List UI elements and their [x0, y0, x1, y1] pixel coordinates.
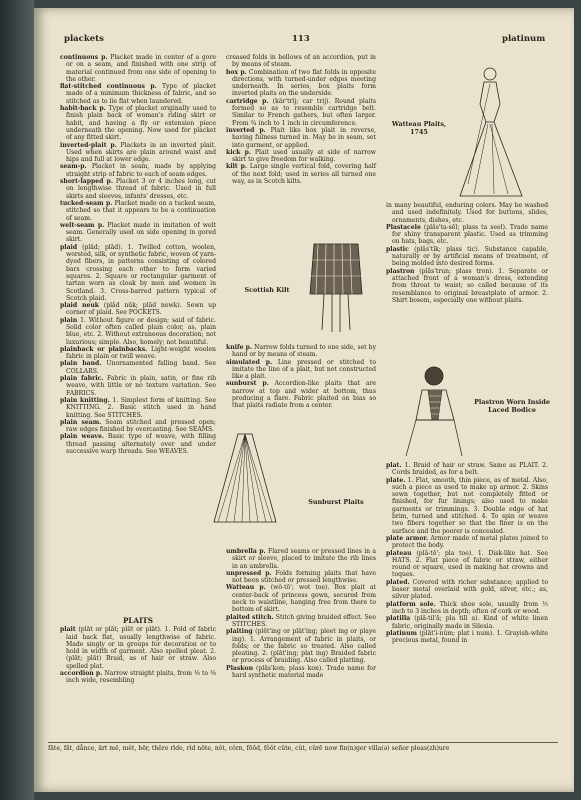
caption-scottish-kilt: Scottish Kilt: [244, 286, 290, 294]
entry-headword: plait: [60, 626, 76, 634]
entry-definition: (plăs'tĭk; plass tic). Substance capable, naturally or by artificial means of treatment, of being molded into desired forms.: [392, 245, 548, 268]
column-2-bottom: [226, 548, 376, 679]
entry-definition: Plait used usually at side of narrow skirt to give freedom for walking.: [232, 148, 376, 164]
entry-headword: inverted p.: [226, 126, 266, 134]
entry-definition: Narrow folds turned to one side, set by hand or by means of steam.: [232, 344, 377, 359]
dictionary-entry: [386, 579, 548, 601]
entry-definition: Narrow straight plaits, from ⅛ to ⅜ inch wide, resembling: [66, 670, 216, 685]
entry-headword: plastic: [386, 245, 409, 253]
running-head-right: platinum: [502, 34, 546, 44]
entry-headword: plain knitting.: [60, 396, 110, 404]
dictionary-entry: [60, 317, 216, 346]
dictionary-entry: [226, 380, 376, 409]
entry-definition: Line pressed or stitched to imitate the line of a plait, but not constructed like a plait.: [232, 358, 376, 381]
entry-definition: Placket made on a tucked seam, stitched so that it appears to be a continuation of seam.: [66, 199, 216, 222]
entry-definition: (kär'trĭj; car trij). Round plaits formed so as to resemble cartridge belt. Similar to French gathers, but often larger. From ¾ inch to 1 inch in circumference.: [232, 97, 376, 127]
entry-definition: Plait like box plait in reverse, having fulness turned in. May be in seam, set into garment, or applied.: [232, 126, 376, 149]
dictionary-entry: [60, 244, 216, 302]
entry-definition: (plăt'ĭ-nŭm; plat i num). 1. Grayish-white precious metal, found in: [392, 629, 549, 645]
entry-definition: in many beautiful, enduring colors. May be washed and used indefinitely. Used for buttons, slides, ornaments, dishes, etc.: [386, 202, 548, 224]
dictionary-entry: [226, 665, 376, 680]
dictionary-entry: [386, 630, 548, 645]
dictionary-entry: [226, 548, 376, 570]
dictionary-entry: [386, 462, 548, 477]
entry-headword: plateau: [386, 549, 412, 557]
section-title-plaits: PLAITS: [123, 616, 153, 625]
entry-headword: plaiting: [226, 628, 253, 636]
entry-headword: habit-back p.: [60, 105, 106, 113]
dictionary-entry: [386, 535, 548, 550]
dictionary-entry: [386, 268, 548, 304]
entry-definition: Combination of two flat folds in opposite directions, with turned-under edges meeting underneath. In series, box plaits form inverted plaits on the underside.: [232, 68, 376, 98]
plastron-bodice-illustration: [396, 360, 466, 460]
dictionary-entry: [60, 346, 216, 361]
entry-headword: flat-stitched continuous p.: [60, 83, 157, 91]
dictionary-entry: [386, 601, 548, 616]
entry-headword: cartridge p.: [226, 97, 269, 105]
watteau-gown-illustration: [448, 64, 528, 204]
scottish-kilt-illustration: [306, 240, 366, 340]
entry-headword: platinum: [386, 629, 417, 637]
dictionary-entry: [60, 200, 216, 222]
entry-headword: accordion p.: [60, 670, 103, 678]
entry-definition: creased folds in bellows of an accordion, put in by means of steam.: [226, 54, 376, 69]
dictionary-entry: [60, 360, 216, 375]
dictionary-entry: [60, 670, 216, 685]
sunburst-plaits-illustration: [210, 430, 280, 530]
entry-definition: Plackets in an inverted plait. Used when skirts are plain around waist and hips and full at lower edge.: [66, 141, 217, 164]
caption-sunburst-plaits: Sunburst Plaits: [308, 498, 364, 506]
dictionary-entry: [386, 550, 548, 579]
entry-definition: Placket 3 or 4 inches long, cut on lengthwise thread of fabric. Used in full skirts and sleeves, infants' dresses, etc.: [66, 178, 216, 200]
entry-definition: Type of placket made of a minimum thickness of fabric, and so stitched as to lie flat when laundered.: [66, 83, 216, 105]
dictionary-entry: [226, 614, 376, 629]
entry-definition: (plēt'ing or plāt'ing; pleet ing or playe ing). 1. Arrangement of fabric in plaits, or folds; or the fabric so treated. Also called pleating. 2. (plāt'ing; plat ing) Braided fabric or process of braiding. Also called platting.: [232, 628, 376, 665]
dictionary-entry: [60, 626, 216, 670]
entry-headword: umbrella p.: [226, 548, 266, 555]
dictionary-entry: [226, 98, 376, 127]
dictionary-entry: [386, 477, 548, 535]
entry-headword: short-lapped p.: [60, 178, 113, 186]
dictionary-entry: [386, 202, 548, 224]
dictionary-entry: [226, 344, 376, 359]
dictionary-entry: [60, 163, 216, 178]
column-3-bottom: [386, 462, 548, 644]
dictionary-entry: [386, 615, 548, 630]
entry-definition: Placket made in center of a gore or on a seam, and finished with one strip of material continued from one side of opening to the other.: [66, 54, 216, 83]
dictionary-entry: [226, 69, 376, 98]
entry-definition: (plăs'kon; plass kon). Trade name for hard synthetic material made: [232, 664, 377, 680]
dictionary-entry: [226, 628, 376, 664]
caption-plastron: Plastron Worn Inside Laced Bodice: [474, 398, 550, 414]
entry-headword: plat.: [386, 462, 402, 469]
entry-headword: Plastacele: [386, 223, 421, 231]
entry-headword: plainback or plainbacks.: [60, 345, 148, 353]
pronunciation-key: fāte, făt, dånce, ärt mē, mĕt, hēr, thēre rīde, rĭd nōte, nŏt, côrn, fōōd, fŏŏt cūte, cŭt, cûrē now fin(n)ger villa(ə) señor pleas(zh)ure: [48, 742, 558, 752]
dictionary-entry: [226, 149, 376, 164]
entry-definition: Basic type of weave, with filling thread passing alternately over and under successive warp threads. See WEAVES.: [66, 433, 216, 456]
dictionary-entry: [60, 54, 216, 83]
entry-definition: Fabric in plain, satin, or fine rib weave, with little or no texture variation. See FABRICS.: [66, 375, 216, 397]
entry-definition: Folds forming plaits that have not been stitched or pressed lengthwise.: [232, 569, 377, 585]
dictionary-entry: [60, 178, 216, 200]
entry-definition: Covered with richer substance; applied to baser metal overlaid with gold, silver, etc.; as, silver plated.: [392, 578, 549, 601]
entry-headword: plain weave.: [60, 433, 104, 441]
entry-headword: plastron: [386, 267, 415, 275]
entry-headword: plated.: [386, 578, 410, 586]
entry-definition: (wŏ-tō'; wot toe). Box plait at center-back of princess gown, secured from neck to waistline, hanging free from there to bottom of skirt.: [232, 584, 376, 614]
column-2-middle: [226, 344, 376, 410]
dictionary-entry: [226, 54, 376, 69]
entry-headword: continuous p.: [60, 54, 108, 61]
entry-headword: kick p.: [226, 148, 251, 156]
entry-definition: Placket in seam, made by applying straight strip of fabric to each of seam edges.: [66, 163, 216, 178]
column-2-top: [226, 54, 376, 185]
entry-headword: unpressed p.: [226, 569, 272, 577]
entry-headword: sunburst p.: [226, 380, 269, 388]
dictionary-entry: [60, 302, 216, 317]
entry-headword: box p.: [226, 68, 247, 76]
dictionary-entry: [226, 570, 376, 585]
dictionary-entry: [226, 163, 376, 185]
entry-headword: inverted-plait p.: [60, 141, 117, 149]
entry-headword: knife p.: [226, 344, 253, 351]
dictionary-entry: [60, 83, 216, 105]
dictionary-entry: [60, 105, 216, 141]
dictionary-entry: [226, 584, 376, 613]
entry-definition: Type of placket originally used to finish plain back of woman's riding skirt or habit, and having a fly or extension piece underneath the opening. Now used for placket of any fitted skirt.: [66, 105, 216, 142]
dictionary-page: [34, 8, 574, 792]
entry-definition: Light-weight woolen fabric in plain or twill weave.: [66, 345, 216, 361]
dictionary-entry: [386, 246, 548, 268]
entry-headword: platilla: [386, 615, 411, 623]
entry-definition: Placket made in imitation of welt seam. Generally used on side opening in gored skirt.: [66, 221, 216, 244]
entry-headword: welt-seam p.: [60, 221, 105, 229]
entry-definition: Flared seams or pressed lines in a skirt or sleeve, placed to imitate the rib lines in an umbrella.: [232, 548, 377, 570]
entry-headword: plaited stitch.: [226, 613, 274, 621]
entry-headword: platform sole.: [386, 600, 436, 608]
entry-headword: kilt p.: [226, 163, 248, 171]
entry-definition: Armor made of metal plates joined to protect the body.: [392, 534, 548, 550]
entry-headword: plain fabric.: [60, 375, 104, 383]
running-head-left: plackets: [64, 34, 104, 44]
entry-headword: Plaskon: [226, 664, 253, 672]
entry-definition: 1. Simplest form of knitting. See KNITTING. 2. Basic stitch used in hand knitting. See STITCHES.: [66, 396, 216, 419]
entry-definition: Large single vertical fold, covering half of the next fold; used in series all turned one way, as in Scotch kilts.: [232, 163, 377, 186]
caption-watteau-plaits: Watteau Plaits, 1745: [391, 120, 447, 136]
dictionary-entry: [60, 375, 216, 397]
entry-definition: (plă-til'ă; pla till a). Kind of white linen fabric, originally made in Silesia.: [392, 615, 549, 630]
entry-definition: (plāt or plăt; plēt or plāt). 1. Fold of fabric laid back flat, usually lengthwise of fabric. Made singly or in groups for decoration or to hold in width of garment. Also spelled pleat. 2. (plāt; plăt) Braid, as of hair or straw. Also spelled plat.: [66, 626, 217, 670]
dictionary-entry: [226, 127, 376, 149]
column-3-top: [386, 202, 548, 304]
entry-headword: plaid neuk: [60, 302, 100, 310]
entry-definition: 1. Flat, smooth, thin piece, as of metal. Also, such a piece as used to make up armor. 2. Skins sewn together, but not completely fitted or finished, for fur linings; also used to make garments or trimmings. 3. Double edge of hat brim, turned and stitched. 4. To spin or weave two fibers together so that the finer is on the surface and the poorer is concealed.: [392, 476, 549, 535]
entry-headword: plain seam.: [60, 418, 102, 426]
entry-headword: plain band.: [60, 360, 102, 368]
entry-definition: (plăd nūk; plād newk). Sewn up corner of plaid. See POCKETS.: [66, 302, 216, 317]
entry-definition: Stitch giving braided effect. See STITCHES.: [232, 613, 376, 628]
entry-definition: Unornamented falling band. See COLLARS.: [66, 360, 216, 375]
dictionary-entry: [386, 224, 548, 246]
dictionary-entry: [60, 433, 216, 455]
dictionary-entry: [60, 222, 216, 244]
column-1: [60, 54, 216, 455]
book-spine-shadow: [0, 0, 34, 800]
entry-definition: (plăs'ta-sēl; plass ta seel). Trade name for shiny transparent plastic. Used as trimming on hats, bags, etc.: [392, 223, 548, 246]
column-1-plaits: [60, 614, 216, 685]
entry-headword: seam-p.: [60, 163, 87, 171]
dictionary-entry: [60, 397, 216, 419]
entry-definition: (plăd; plād). 1. Twilled cotton, woolen, worsted, silk, or synthetic fabric, woven of yarn-dyed fibers, in patterns consisting of colored bars crossing each other to form varied squares. 2. Square or rectangular garment of tartan worn as cloak by men and women in Scotland. 3. Cross-barred pattern typical of Scotch plaid.: [66, 243, 216, 302]
entry-headword: Watteau p.: [226, 584, 266, 592]
entry-headword: simulated p.: [226, 358, 273, 366]
entry-headword: plate armor.: [386, 534, 429, 542]
entry-definition: (plă-tō'; pla toe). 1. Disk-like hat. See HATS. 2. Flat piece of fabric or straw, either round or square, used in making hat crowns and toques.: [392, 549, 549, 579]
page-number: 113: [292, 34, 310, 44]
dictionary-entry: [226, 359, 376, 381]
entry-headword: plaid: [60, 243, 78, 251]
entry-definition: Thick shoe sole, usually from ½ inch to 3 inches in depth; often of cork or wood.: [392, 600, 548, 615]
entry-definition: (plăs'trun; plass tron). 1. Separate or attached front of a woman's dress, extending from throat to waist; so called because of its resemblance to original breastplate of armor. 2. Shirt bosom, especially one without plaits.: [392, 267, 549, 304]
entry-headword: plain: [60, 316, 78, 324]
dictionary-entry: [60, 419, 216, 434]
entry-definition: 1. Without figure or design; said of fabric. Solid color often called plain color, as, plain blue, etc. 2. Without extraneous decoration; not luxurious; simple. Also, homely; not beautiful.: [66, 316, 217, 346]
entry-definition: Seam stitched and pressed open; raw edges finished by overcasting. See SEAMS.: [66, 418, 216, 434]
dictionary-entry: [60, 142, 216, 164]
entry-definition: 1. Braid of hair or straw. Same as PLAIT. 2. Cords braided, as for a belt.: [392, 462, 548, 477]
entry-definition: Accordion-like plaits that are narrow at top and wider at bottom, thus producing a flare. Fabric plaited on bias so that plaits radiate from a center.: [232, 380, 376, 410]
entry-headword: plate.: [386, 476, 406, 484]
entry-headword: tucked-seam p.: [60, 199, 113, 207]
